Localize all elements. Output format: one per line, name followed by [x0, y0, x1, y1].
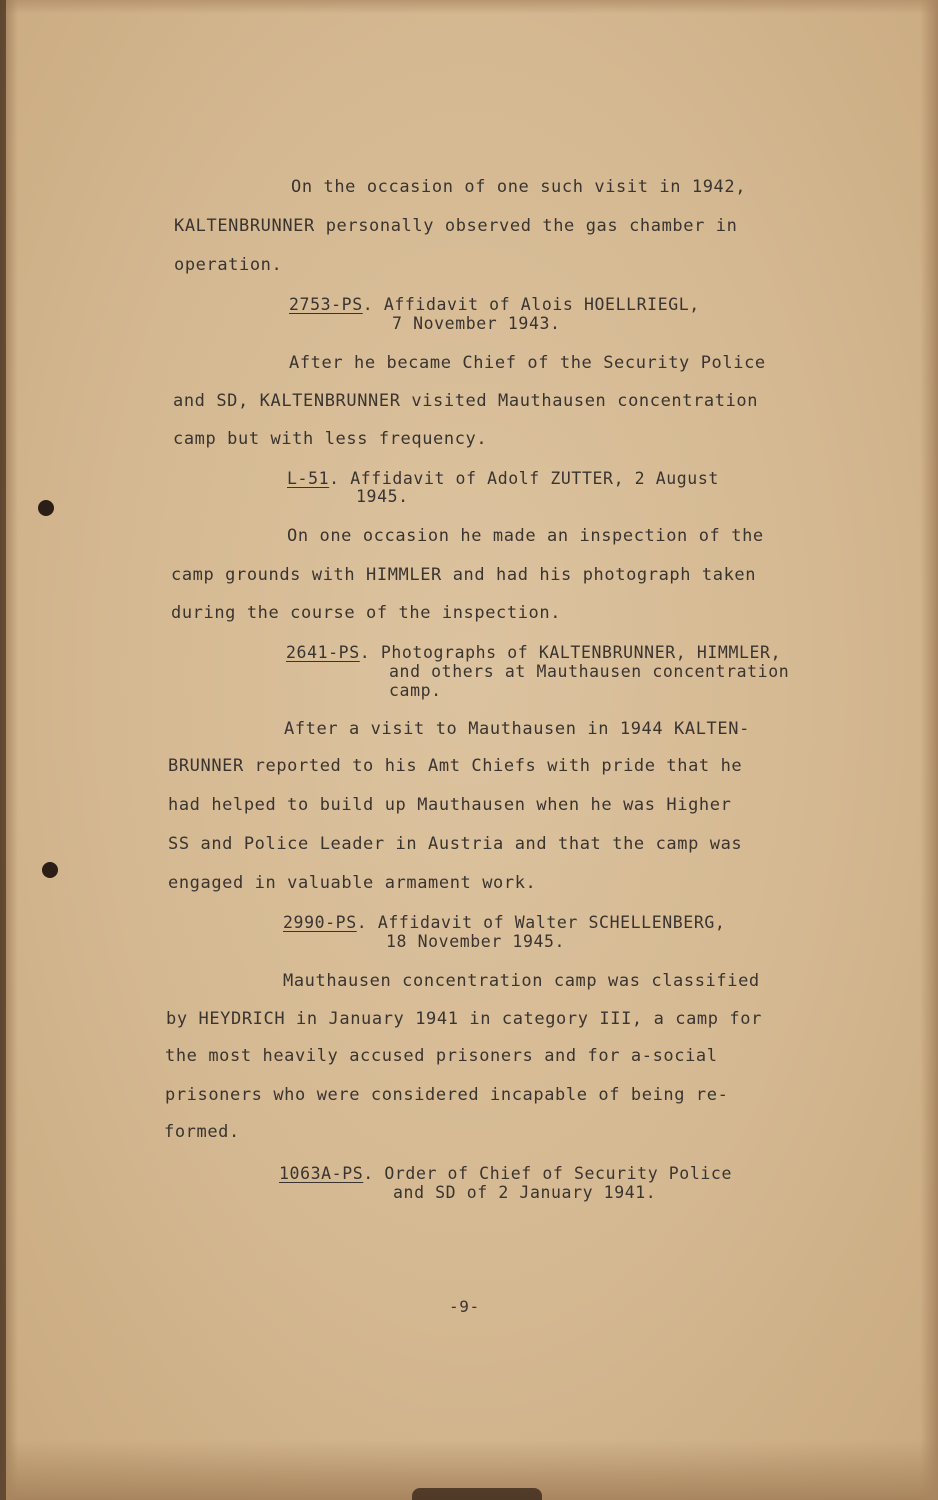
reference-2-code: L-51 [287, 469, 330, 488]
reference-2-line-2: 1945. [356, 487, 409, 506]
paragraph-3-line-1: On one occasion he made an inspection of the [287, 526, 764, 546]
reference-2-line-1 [287, 469, 719, 488]
reference-5-line-2: and SD of 2 January 1941. [393, 1183, 657, 1202]
reference-4-code-period: . [356, 913, 378, 932]
reference-2-text-1: Affidavit of Adolf ZUTTER, 2 August [350, 469, 719, 488]
paragraph-5-line-1: Mauthausen concentration camp was classified [283, 971, 760, 991]
reference-3-line-1 [286, 643, 781, 662]
paragraph-3-line-3: during the course of the inspection. [171, 603, 562, 623]
reference-1-code-period: . [362, 295, 384, 314]
paragraph-4-line-1: After a visit to Mauthausen in 1944 KALTEN- [284, 719, 750, 739]
reference-3-code-period: . [359, 643, 381, 662]
paragraph-5-line-2: by HEYDRICH in January 1941 in category III, a camp for [166, 1009, 762, 1029]
paper-shadow-left [0, 0, 6, 1500]
paragraph-4-line-5: engaged in valuable armament work. [168, 873, 537, 893]
reference-3-line-2: and others at Mauthausen concentration [389, 662, 790, 681]
paragraph-1-line-1: On the occasion of one such visit in 1942, [291, 177, 747, 197]
reference-3-code: 2641-PS [286, 643, 360, 662]
paragraph-5-line-3: the most heavily accused prisoners and for a-social [165, 1046, 718, 1066]
punch-hole-top [38, 500, 54, 516]
paragraph-2-line-3: camp but with less frequency. [173, 429, 488, 449]
reference-4-text-1: Affidavit of Walter SCHELLENBERG, [377, 913, 726, 932]
paragraph-4-line-2: BRUNNER reported to his Amt Chiefs with pride that he [168, 756, 743, 776]
reference-4-line-2: 18 November 1945. [386, 932, 566, 951]
reference-2-code-period: . [329, 469, 351, 488]
paragraph-3-line-2: camp grounds with HIMMLER and had his photograph taken [171, 565, 757, 585]
reference-4-line-1 [283, 913, 725, 932]
reference-4-code: 2990-PS [283, 913, 357, 932]
paper-edge-right [920, 0, 938, 1500]
reference-5-code-period: . [363, 1164, 385, 1183]
paragraph-1-line-2: KALTENBRUNNER personally observed the gas chamber in [174, 216, 738, 236]
page-number: -9- [449, 1297, 480, 1316]
paragraph-2-line-1: After he became Chief of the Security Police [289, 353, 766, 373]
paragraph-4-line-4: SS and Police Leader in Austria and that the camp was [168, 834, 743, 854]
reference-1-code: 2753-PS [289, 295, 363, 314]
paragraph-4-line-3: had helped to build up Mauthausen when he was Higher [168, 795, 732, 815]
reference-5-text-1: Order of Chief of Security Police [384, 1164, 732, 1183]
paragraph-2-line-2: and SD, KALTENBRUNNER visited Mauthausen concentration [173, 391, 759, 411]
paragraph-5-line-5: formed. [164, 1122, 240, 1142]
paper-tear-bottom [412, 1488, 542, 1500]
reference-1-text-1: Affidavit of Alois HOELLRIEGL, [383, 295, 700, 314]
reference-3-line-3: camp. [389, 681, 442, 700]
punch-hole-bottom [42, 862, 58, 878]
paragraph-1-line-3: operation. [174, 255, 283, 275]
reference-5-code: 1063A-PS [279, 1164, 364, 1183]
paragraph-5-line-4: prisoners who were considered incapable of being re- [165, 1085, 729, 1105]
paper-edge-top [0, 0, 938, 14]
reference-5-line-1 [279, 1164, 732, 1183]
reference-3-text-1: Photographs of KALTENBRUNNER, HIMMLER, [380, 643, 782, 662]
reference-1-line-2: 7 November 1943. [392, 314, 561, 333]
reference-1-line-1 [289, 295, 700, 314]
